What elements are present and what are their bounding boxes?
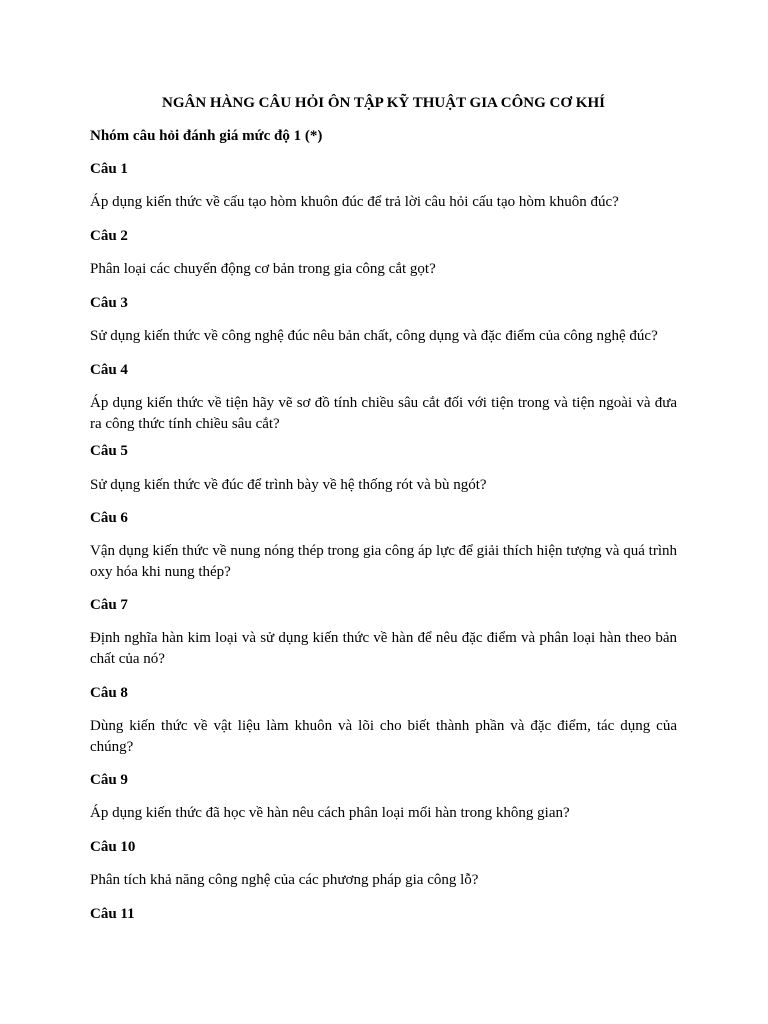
question-label: Câu 6 [90, 510, 128, 526]
question-label: Câu 7 [90, 597, 128, 613]
question-text: Áp dụng kiến thức về cấu tạo hòm khuôn đúc để trả lời câu hỏi cấu tạo hòm khuôn đúc? [90, 194, 619, 210]
question-label: Câu 1 [90, 161, 128, 177]
question-label: Câu 9 [90, 772, 128, 788]
question-text: Phân tích khả năng công nghệ của các phương pháp gia công lỗ? [90, 872, 479, 888]
question-label: Câu 2 [90, 228, 128, 244]
question-text: Vận dụng kiến thức về nung nóng thép trong gia công áp lực để giải thích hiện tượng và quá trình oxy hóa khi nung thép? [90, 543, 677, 580]
question-label: Câu 5 [90, 443, 128, 459]
question-label: Câu 8 [90, 685, 128, 701]
question-text: Sử dụng kiến thức về đúc để trình bày về hệ thống rót và bù ngót? [90, 477, 487, 493]
question-text: Phân loại các chuyển động cơ bản trong gia công cắt gọt? [90, 261, 436, 277]
question-text: Dùng kiến thức về vật liệu làm khuôn và lõi cho biết thành phần và đặc điểm, tác dụng của chúng? [90, 718, 677, 755]
question-label: Câu 3 [90, 295, 128, 311]
document-title: NGÂN HÀNG CÂU HỎI ÔN TẬP KỸ THUẬT GIA CÔNG CƠ KHÍ [162, 95, 605, 111]
question-group-title: Nhóm câu hỏi đánh giá mức độ 1 (*) [90, 128, 323, 144]
question-label: Câu 4 [90, 362, 128, 378]
question-label: Câu 11 [90, 906, 135, 922]
question-label: Câu 10 [90, 839, 136, 855]
question-text: Sử dụng kiến thức về công nghệ đúc nêu bản chất, công dụng và đặc điểm của công nghệ đúc? [90, 328, 658, 344]
question-text: Áp dụng kiến thức về tiện hãy vẽ sơ đồ tính chiều sâu cắt đối với tiện trong và tiện ngoài và đưa ra công thức tính chiều sâu cắt? [90, 395, 677, 432]
question-text: Định nghĩa hàn kim loại và sử dụng kiến thức về hàn để nêu đặc điểm và phân loại hàn theo bản chất của nó? [90, 630, 677, 667]
question-text: Áp dụng kiến thức đã học về hàn nêu cách phân loại mối hàn trong không gian? [90, 805, 570, 821]
